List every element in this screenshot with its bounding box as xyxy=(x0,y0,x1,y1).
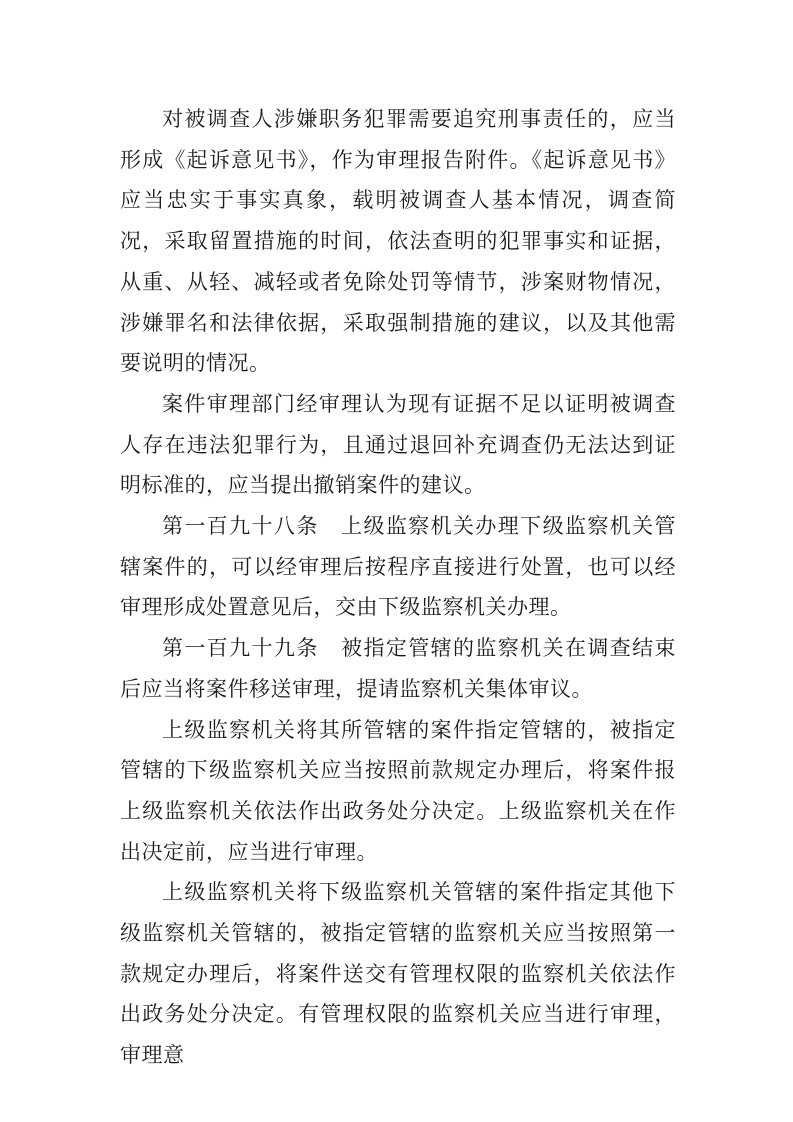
paragraph-withdraw-case: 案件审理部门经审理认为现有证据不足以证明被调查人存在违法犯罪行为，且通过退回补充调查仍无法达到证明标准的，应当提出撤销案件的建议。 xyxy=(120,391,676,498)
paragraph-designated-jurisdiction-upper: 上级监察机关将其所管辖的案件指定管辖的，被指定管辖的下级监察机关应当按照前款规定办理后，将案件报上级监察机关依法作出政务处分决定。上级监察机关在作出决定前，应当进行审理。 xyxy=(120,717,676,864)
paragraph-designated-jurisdiction-other: 上级监察机关将下级监察机关管辖的案件指定其他下级监察机关管辖的，被指定管辖的监察机关应当按照第一款规定办理后，将案件送交有管理权限的监察机关依法作出政务处分决定。有管理权限的监察机关应当进行审理，审理意 xyxy=(120,880,676,1068)
paragraph-article-198: 第一百九十八条 上级监察机关办理下级监察机关管辖案件的，可以经审理后按程序直接进行处置，也可以经审理形成处置意见后，交由下级监察机关办理。 xyxy=(120,514,676,620)
paragraph-article-199: 第一百九十九条 被指定管辖的监察机关在调查结束后应当将案件移送审理，提请监察机关集体审议。 xyxy=(120,636,676,701)
paragraph-indictment-opinion: 对被调查人涉嫌职务犯罪需要追究刑事责任的，应当形成《起诉意见书》，作为审理报告附件。《起诉意见书》应当忠实于事实真象，载明被调查人基本情况，调查简况，采取留置措施的时间，依法查明的犯罪事实和证据，从重、从轻、减轻或者免除处罚等情节，涉案财物情况，涉嫌罪名和法律依据，采取强制措施的建议，以及其他需要说明的情况。 xyxy=(120,107,676,376)
document-body xyxy=(120,99,676,1076)
